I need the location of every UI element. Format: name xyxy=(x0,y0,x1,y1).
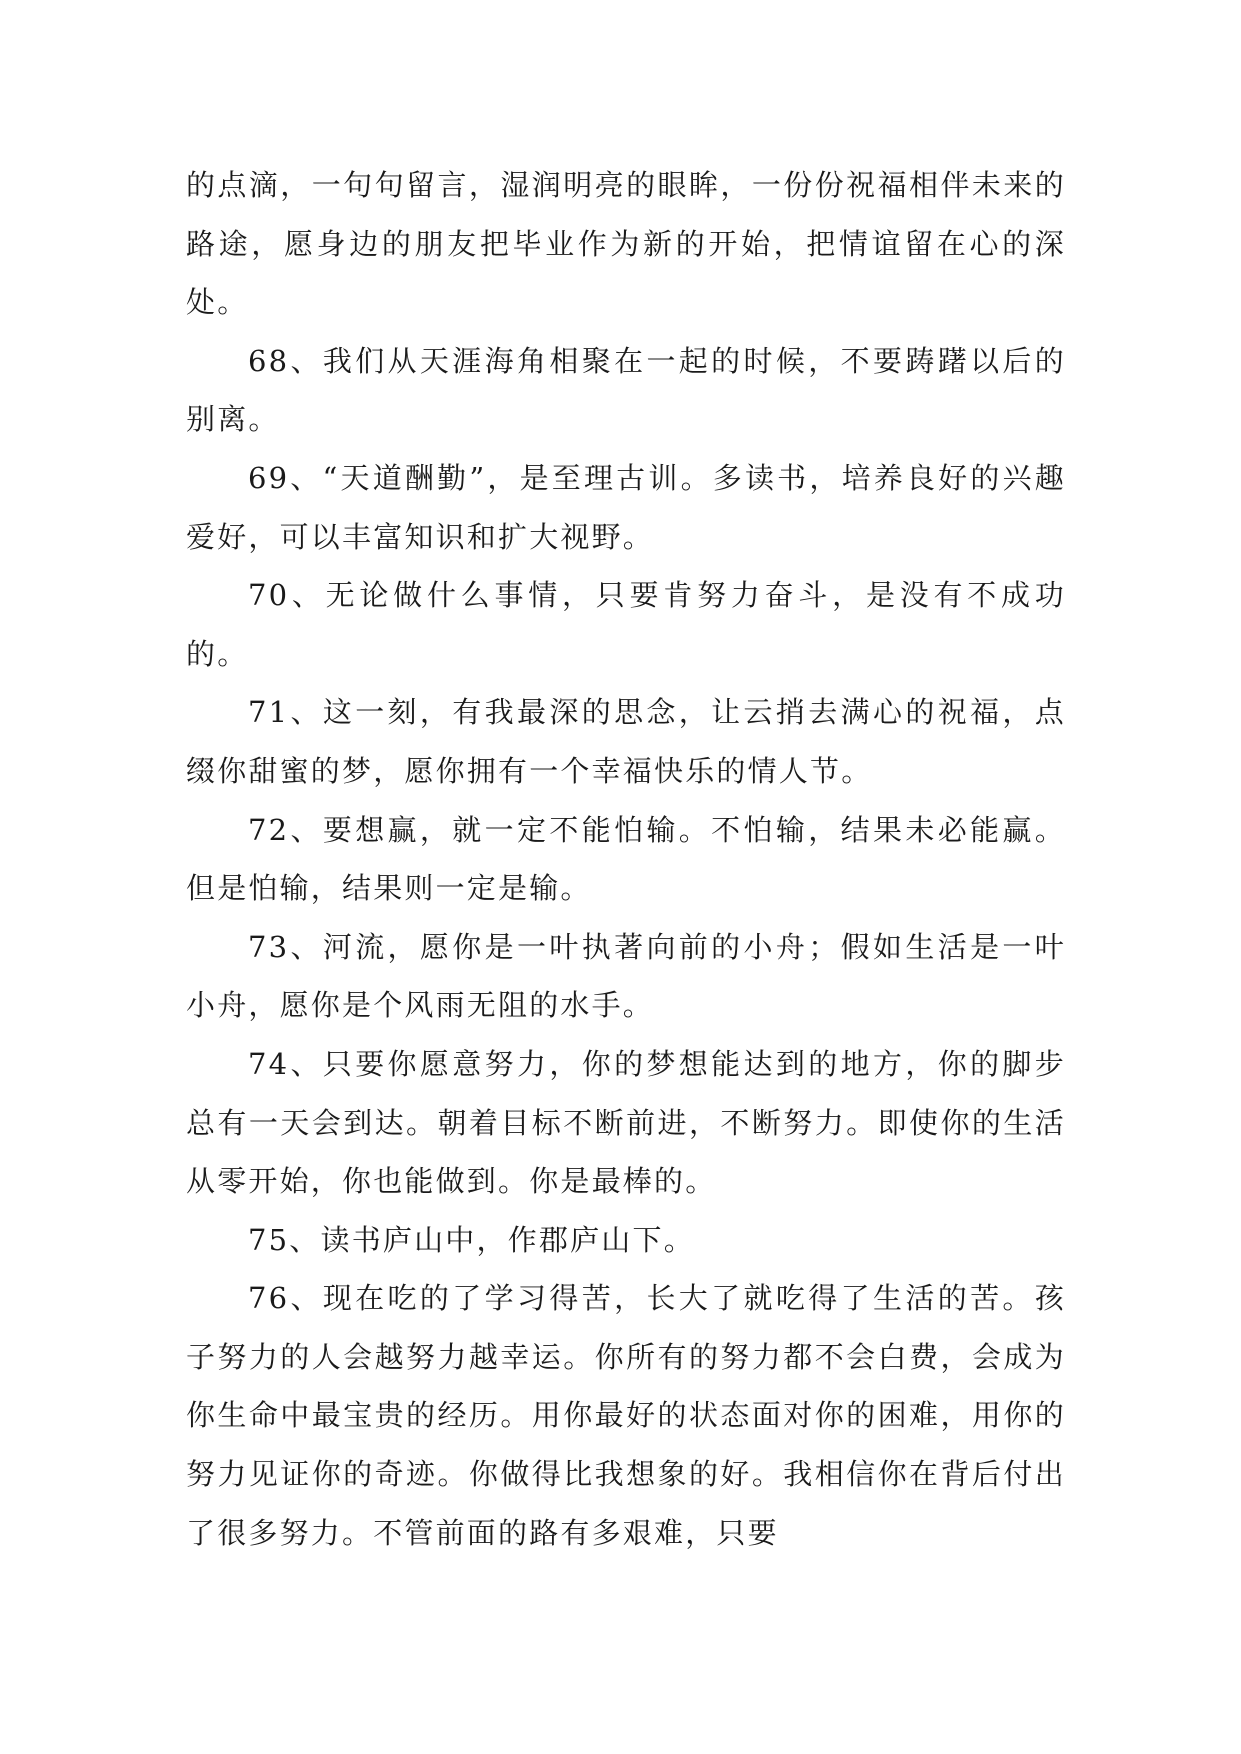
paragraph-item-69: 69、“天道酬勤”，是至理古训。多读书，培养良好的兴趣爱好，可以丰富知识和扩大视野。 xyxy=(186,460,1066,554)
paragraph-continuation: 的点滴，一句句留言，湿润明亮的眼眸，一份份祝福相伴未来的路途，愿身边的朋友把毕业作为新的开始，把情谊留在心的深处。 xyxy=(186,168,1066,320)
paragraph-item-76: 76、现在吃的了学习得苦，长大了就吃得了生活的苦。孩子努力的人会越努力越幸运。你所有的努力都不会白费，会成为你生命中最宝贵的经历。用你最好的状态面对你的困难，用你的努力见证你的奇迹。你做得比我想象的好。我相信你在背后付出了很多努力。不管前面的路有多艰难，只要 xyxy=(186,1281,1066,1550)
paragraph-item-71: 71、这一刻，有我最深的思念，让云捎去满心的祝福，点缀你甜蜜的梦，愿你拥有一个幸福快乐的情人节。 xyxy=(186,695,1066,788)
paragraph-item-68: 68、我们从天涯海角相聚在一起的时候，不要踌躇以后的别离。 xyxy=(186,343,1066,437)
paragraph-item-73: 73、河流，愿你是一叶执著向前的小舟；假如生活是一叶小舟，愿你是个风雨无阻的水手。 xyxy=(186,929,1066,1023)
paragraph-item-74: 74、只要你愿意努力，你的梦想能达到的地方，你的脚步总有一天会到达。朝着目标不断前进，不断努力。即使你的生活从零开始，你也能做到。你是最棒的。 xyxy=(186,1046,1066,1199)
paragraph-item-75: 75、读书庐山中，作郡庐山下。 xyxy=(248,1222,695,1257)
paragraph-item-72: 72、要想赢，就一定不能怕输。不怕输，结果未必能赢。但是怕输，结果则一定是输。 xyxy=(186,812,1066,906)
paragraph-item-70: 70、无论做什么事情，只要肯努力奋斗，是没有不成功的。 xyxy=(186,578,1066,671)
document-body xyxy=(186,156,1066,1562)
